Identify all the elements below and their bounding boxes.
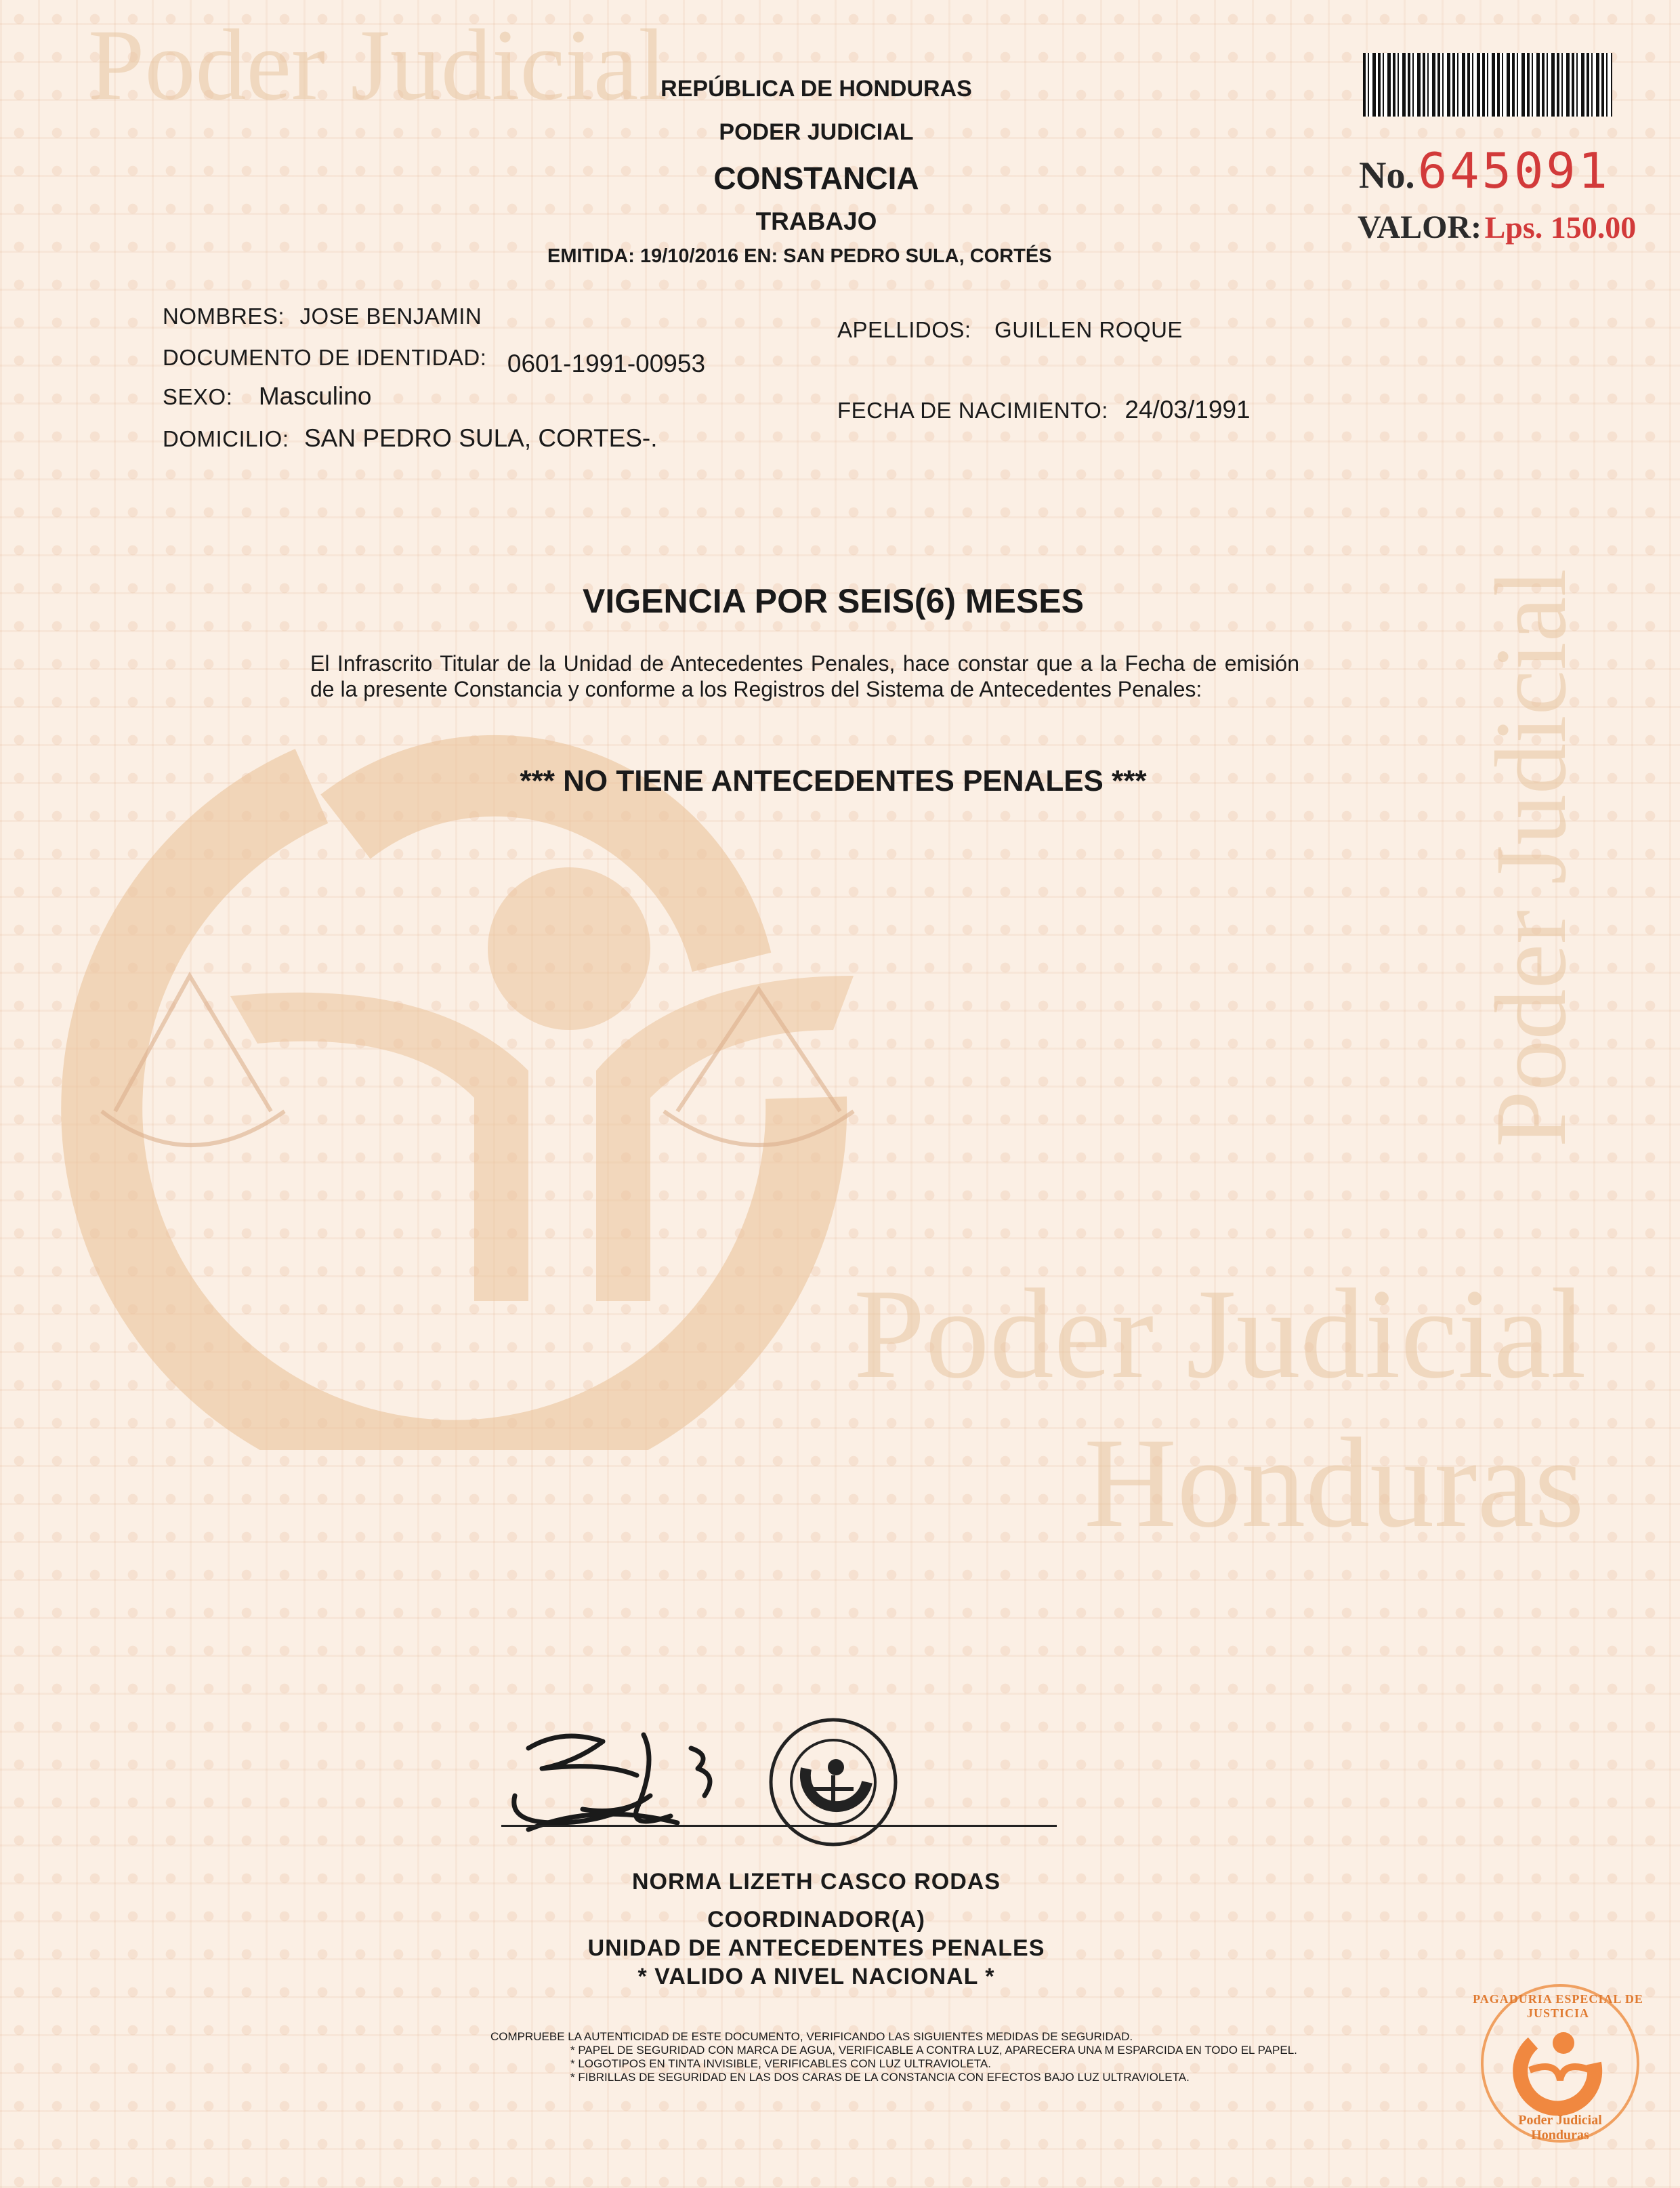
signer-name: NORMA LIZETH CASCO RODAS [631,1869,1001,1895]
apellidos-label: APELLIDOS: [837,317,971,342]
fecha-nacimiento-label: FECHA DE NACIMIENTO: [837,398,1108,423]
result-text: *** NO TIENE ANTECEDENTES PENALES *** [520,764,1147,798]
field-domicilio [163,424,658,453]
domicilio-label: DOMICILIO: [163,426,289,451]
field-sexo [163,382,371,411]
watermark-center-line1: Poder Judicial [854,1263,1587,1405]
security-item-2: * LOGOTIPOS EN TINTA INVISIBLE, VERIFICABLES CON LUZ ULTRAVIOLETA. [570,2057,991,2070]
barcode [1363,53,1612,117]
validity-scope: * VALIDO A NIVEL NACIONAL * [637,1964,995,1989]
apellidos-value: GUILLEN ROQUE [994,317,1183,342]
signer-unit: UNIDAD DE ANTECEDENTES PENALES [587,1935,1045,1961]
fee-label: VALOR: [1358,209,1482,245]
serial-number-label: No. [1359,154,1415,197]
official-seal [765,1714,901,1850]
statement-text: El Infrascrito Titular de la Unidad de Antecedentes Penales, hace constar que a la Fecha de emisión de la presente Constancia y conforme a los Registros del Sistema de Antecedentes Penales: [310,651,1299,701]
document-title: CONSTANCIA [713,161,919,196]
emission-label: EMITIDA: [547,245,635,267]
serial-number [1359,142,1610,199]
signature-line [501,1825,1057,1827]
sexo-label: SEXO: [163,384,233,409]
security-item-1: * PAPEL DE SEGURIDAD CON MARCA DE AGUA, VERIFICABLE A CONTRA LUZ, APARECERA UNA M ESPARCIDA EN TODO EL PAPEL. [570,2044,1297,2057]
pagaduria-seal-text: PAGADURIA ESPECIAL DE JUSTICIA [1473,1992,1643,2020]
emission-place: SAN PEDRO SULA, CORTÉS [783,245,1052,267]
sexo-value: Masculino [258,382,372,410]
field-documento [163,343,706,377]
security-intro: COMPRUEBE LA AUTENTICIDAD DE ESTE DOCUMENTO, VERIFICANDO LAS SIGUIENTES MEDIDAS DE SEGURIDAD. [490,2030,1133,2043]
emission-line [547,245,1052,268]
security-notes [490,2030,1297,2084]
watermark-top: Poder Judicial [88,9,667,121]
nombres-value: JOSE BENJAMIN [299,304,482,329]
watermark-center-line2: Honduras [1084,1412,1584,1554]
field-fecha-nacimiento [837,396,1251,424]
fee-value: Lps. 150.00 [1484,210,1637,245]
seal-caption-line1: Poder Judicial [1518,2113,1602,2128]
seal-caption-line2: Honduras [1531,2128,1589,2143]
emission-place-label: EN: [744,245,778,267]
domicilio-value: SAN PEDRO SULA, CORTES-. [303,424,658,452]
judicial-emblem-watermark [54,691,935,1450]
header-republic: REPÚBLICA DE HONDURAS [660,76,972,102]
watermark-side: Poder Judicial [1475,569,1587,1148]
security-item-3: * FIBRILLAS DE SEGURIDAD EN LAS DOS CARAS DE LA CONSTANCIA CON EFECTOS BAJO LUZ ULTRAVIOLETA. [570,2071,1190,2084]
documento-label: DOCUMENTO DE IDENTIDAD: [163,345,487,370]
field-nombres [163,304,482,329]
signer-title: COORDINADOR(A) [707,1907,925,1933]
field-apellidos [837,317,1183,343]
nombres-label: NOMBRES: [163,304,285,329]
documento-value: 0601-1991-00953 [507,350,706,377]
fee [1358,209,1636,246]
emission-date: 19/10/2016 [639,245,739,267]
document-type: TRABAJO [755,207,877,235]
validity-heading: VIGENCIA POR SEIS(6) MESES [583,582,1084,620]
fecha-nacimiento-value: 24/03/1991 [1125,396,1251,424]
serial-number-value: 645091 [1417,142,1610,199]
header-poder-judicial: PODER JUDICIAL [719,119,914,145]
